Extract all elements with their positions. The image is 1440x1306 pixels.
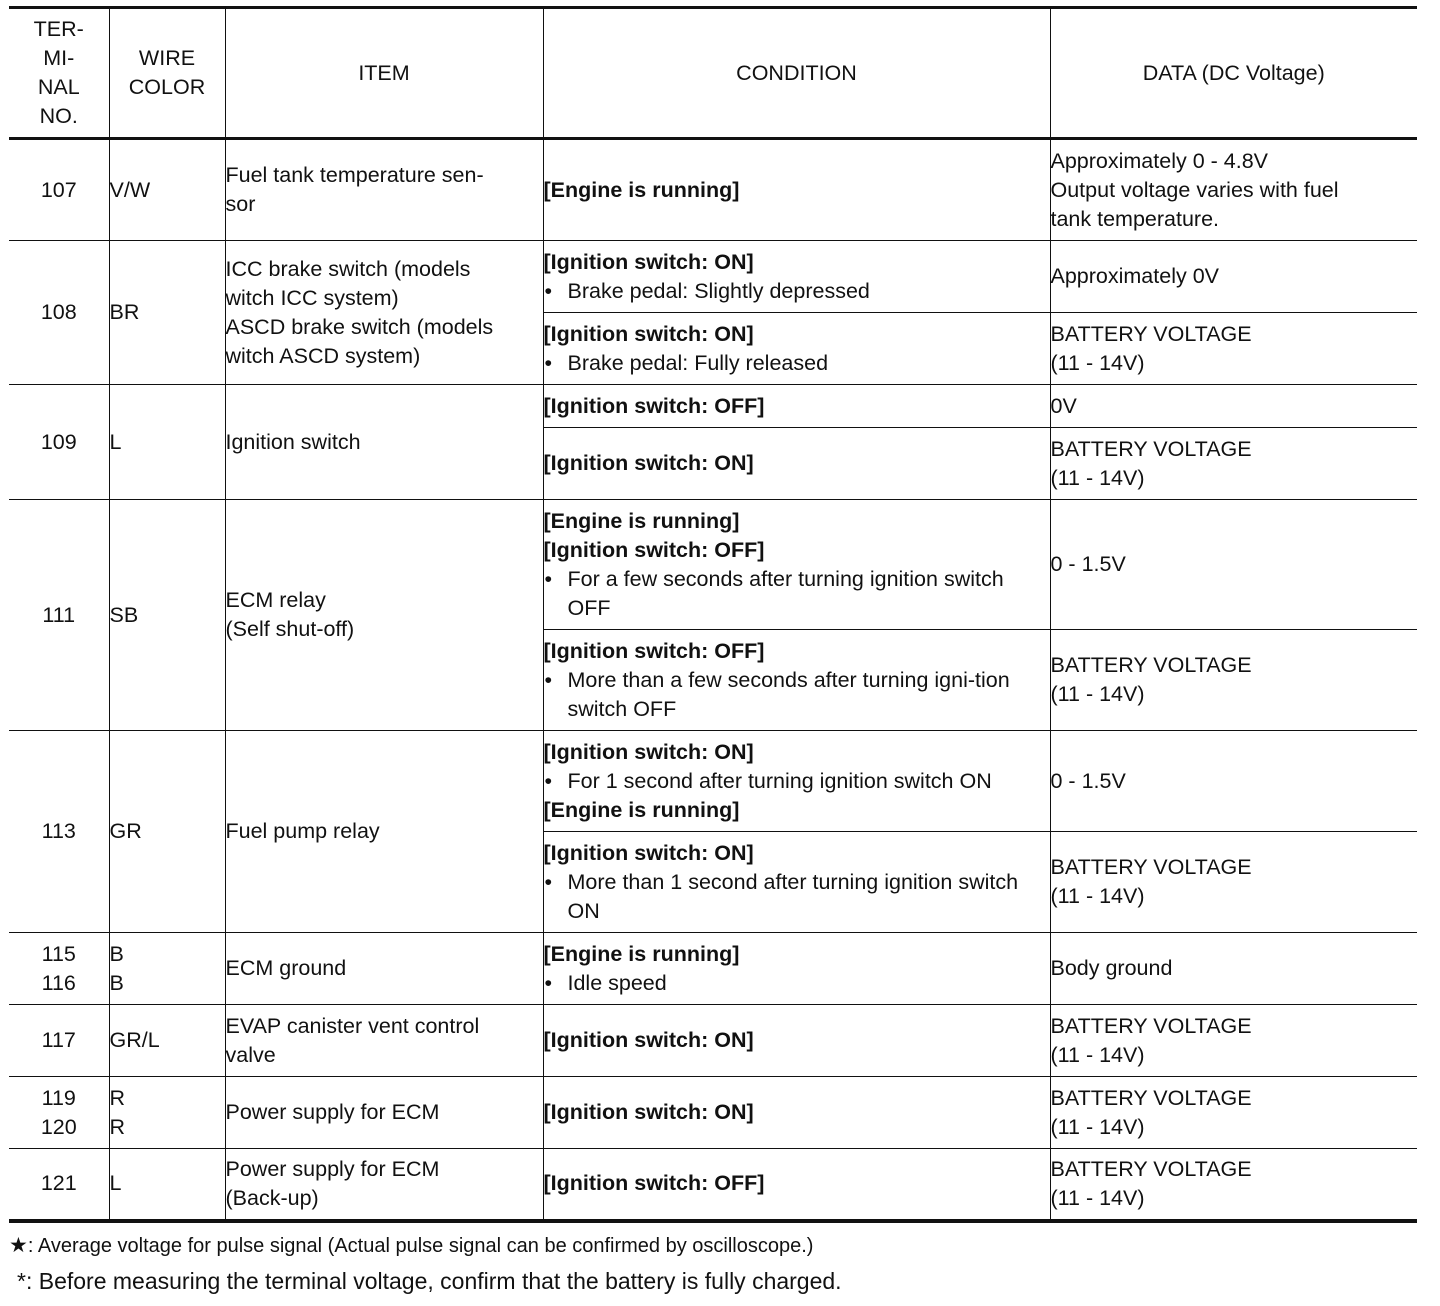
header-condition: CONDITION	[543, 8, 1050, 139]
data-value: BATTERY VOLTAGE	[1050, 855, 1252, 879]
condition-heading: [Ignition switch: ON]	[543, 1100, 754, 1124]
table-row	[9, 1149, 1417, 1221]
terminal-no-cell	[9, 1005, 109, 1077]
condition-bullet-text: Brake pedal: Fully released	[567, 350, 829, 375]
wire-color: L	[109, 429, 122, 454]
bullet-icon: •	[544, 970, 553, 995]
wire-color-cell	[109, 933, 225, 1005]
item-cell	[225, 1149, 543, 1221]
item-text: Fuel tank temperature sen-	[225, 163, 484, 187]
item-text: Fuel pump relay	[225, 819, 380, 843]
terminal-no: 117	[41, 1028, 76, 1052]
data-value: tank temperature.	[1050, 206, 1220, 231]
condition-cell	[543, 1077, 1050, 1149]
item-text: (Back-up)	[225, 1185, 319, 1210]
star-icon: ★	[9, 1234, 28, 1257]
wire-color-cell	[109, 500, 225, 731]
condition-bullet	[544, 767, 1050, 796]
item-text: witch ICC system)	[225, 285, 399, 310]
data-value: BATTERY VOLTAGE	[1050, 1156, 1252, 1181]
data-cell	[1050, 139, 1417, 241]
condition-cell	[543, 385, 1050, 428]
item-text: (Self shut-off)	[225, 617, 355, 641]
data-value: BATTERY VOLTAGE	[1050, 653, 1252, 677]
wire-color: B	[109, 941, 124, 966]
footnotes	[9, 1232, 1429, 1297]
condition-bullet	[544, 666, 1050, 724]
data-cell	[1050, 313, 1417, 385]
data-value: BATTERY VOLTAGE	[1050, 1085, 1252, 1110]
data-value: Output voltage varies with fuel	[1050, 177, 1339, 202]
data-cell	[1050, 1005, 1417, 1077]
bullet-icon: •	[544, 350, 553, 375]
terminal-no-cell	[9, 1077, 109, 1149]
wire-color: V/W	[109, 177, 151, 202]
condition-cell	[543, 1005, 1050, 1077]
terminal-no-cell	[9, 933, 109, 1005]
header-data: DATA (DC Voltage)	[1050, 8, 1417, 139]
terminal-no: 119	[41, 1085, 76, 1110]
bullet-icon: •	[544, 278, 553, 303]
condition-heading: [Engine is running]	[543, 508, 740, 533]
table-row	[9, 139, 1417, 241]
item-cell	[225, 500, 543, 731]
condition-heading: [Ignition switch: ON]	[543, 739, 754, 764]
wire-color: R	[109, 1085, 126, 1110]
data-cell	[1050, 630, 1417, 731]
condition-heading: [Ignition switch: OFF]	[543, 537, 765, 562]
condition-bullet	[544, 868, 1050, 926]
condition-heading: [Engine is running]	[543, 797, 740, 822]
wire-color: GR/L	[109, 1028, 160, 1052]
data-value: (11 - 14V)	[1050, 350, 1145, 375]
bullet-icon: •	[544, 768, 553, 793]
wire-color-cell	[109, 731, 225, 933]
terminal-no: 109	[40, 429, 77, 454]
item-cell	[225, 385, 543, 500]
condition-cell	[543, 139, 1050, 241]
condition-bullet	[544, 565, 1050, 623]
data-value: 0 - 1.5V	[1050, 768, 1126, 793]
data-cell	[1050, 731, 1417, 832]
wire-color: L	[109, 1171, 122, 1196]
header-terminal-no: TER- MI- NAL NO.	[9, 8, 109, 139]
condition-cell	[543, 832, 1050, 933]
wire-color-cell	[109, 1005, 225, 1077]
condition-bullet-text: More than 1 second after turning ignition switch ON	[567, 869, 1019, 923]
condition-cell	[543, 1149, 1050, 1221]
condition-bullet-text: For 1 second after turning ignition switch ON	[567, 768, 992, 793]
condition-cell	[543, 428, 1050, 500]
condition-cell	[543, 241, 1050, 313]
item-text: Power supply for ECM	[225, 1100, 440, 1124]
condition-bullet	[544, 277, 1050, 306]
condition-bullet	[544, 349, 1050, 378]
footnote-pulse-text: : Average voltage for pulse signal (Actual pulse signal can be confirmed by oscilloscope.)	[27, 1235, 814, 1257]
item-cell	[225, 139, 543, 241]
terminal-no: 116	[41, 970, 76, 995]
condition-cell	[543, 933, 1050, 1005]
item-text: EVAP canister vent control	[225, 1013, 480, 1038]
header-row	[9, 8, 1417, 139]
data-value: (11 - 14V)	[1050, 1114, 1145, 1139]
terminal-no: 107	[40, 177, 77, 202]
condition-cell	[543, 630, 1050, 731]
condition-heading: [Ignition switch: OFF]	[543, 638, 765, 663]
wire-color-cell	[109, 241, 225, 385]
terminal-no: 115	[41, 941, 76, 966]
data-value: Body ground	[1050, 956, 1173, 980]
item-text: witch ASCD system)	[225, 343, 421, 368]
data-value: 0V	[1050, 393, 1077, 418]
terminal-no-cell	[9, 385, 109, 500]
table-row	[9, 500, 1417, 630]
terminal-no-cell	[9, 1149, 109, 1221]
terminal-no: 111	[42, 602, 76, 627]
item-cell	[225, 731, 543, 933]
terminal-no-cell	[9, 241, 109, 385]
footnote-pulse-signal	[9, 1232, 1429, 1260]
data-cell	[1050, 500, 1417, 630]
table-header	[9, 8, 1417, 139]
data-value: (11 - 14V)	[1050, 465, 1145, 490]
condition-heading: [Ignition switch: ON]	[543, 249, 754, 274]
item-text: Power supply for ECM	[225, 1156, 440, 1181]
terminal-no-cell	[9, 500, 109, 731]
table-row	[9, 731, 1417, 832]
condition-bullet-text: For a few seconds after turning ignition switch OFF	[567, 566, 1004, 620]
item-text: valve	[225, 1042, 276, 1067]
table-row	[9, 1077, 1417, 1149]
data-cell	[1050, 832, 1417, 933]
data-value: (11 - 14V)	[1050, 1042, 1145, 1067]
item-text: ECM ground	[225, 956, 347, 980]
item-text: ASCD brake switch (models	[225, 314, 494, 339]
footnote-battery: *: Before measuring the terminal voltage, confirm that the battery is fully charged.	[17, 1268, 842, 1294]
condition-heading: [Engine is running]	[543, 177, 740, 202]
wire-color-cell	[109, 1149, 225, 1221]
wire-color-cell	[109, 1077, 225, 1149]
condition-cell	[543, 731, 1050, 832]
item-text: Ignition switch	[225, 429, 361, 454]
condition-heading: [Ignition switch: OFF]	[543, 393, 765, 418]
condition-heading: [Ignition switch: ON]	[543, 840, 754, 865]
data-value: BATTERY VOLTAGE	[1050, 436, 1252, 461]
item-cell	[225, 1077, 543, 1149]
condition-heading: [Ignition switch: OFF]	[543, 1171, 765, 1196]
data-value: BATTERY VOLTAGE	[1050, 321, 1252, 346]
wire-color: B	[109, 970, 124, 995]
terminal-no-cell	[9, 731, 109, 933]
item-cell	[225, 933, 543, 1005]
condition-heading: [Engine is running]	[543, 941, 740, 966]
wire-color: BR	[109, 300, 140, 324]
condition-bullet-text: More than a few seconds after turning igni-tion switch OFF	[567, 667, 1010, 721]
data-value: 0 - 1.5V	[1050, 552, 1126, 576]
condition-bullet	[544, 969, 1050, 998]
table-row	[9, 933, 1417, 1005]
table-row	[9, 241, 1417, 313]
data-cell	[1050, 428, 1417, 500]
item-cell	[225, 241, 543, 385]
condition-heading: [Ignition switch: ON]	[543, 321, 754, 346]
terminal-no-cell	[9, 139, 109, 241]
data-value: (11 - 14V)	[1050, 682, 1145, 706]
item-text: sor	[225, 192, 256, 216]
header-item: ITEM	[225, 8, 543, 139]
data-value: Approximately 0 - 4.8V	[1050, 148, 1268, 173]
item-text: ECM relay	[225, 588, 326, 612]
bullet-icon: •	[544, 566, 553, 591]
data-cell	[1050, 933, 1417, 1005]
table-row	[9, 1005, 1417, 1077]
data-cell	[1050, 385, 1417, 428]
data-cell	[1050, 1077, 1417, 1149]
condition-cell	[543, 313, 1050, 385]
condition-heading: [Ignition switch: ON]	[543, 1028, 754, 1052]
data-cell	[1050, 1149, 1417, 1221]
data-value: (11 - 14V)	[1050, 884, 1145, 908]
terminal-no: 121	[40, 1171, 77, 1196]
wire-color: GR	[109, 819, 142, 843]
wire-color-cell	[109, 139, 225, 241]
terminal-data-table	[9, 6, 1417, 1223]
bullet-icon: •	[544, 869, 553, 894]
terminal-no: 108	[40, 300, 77, 324]
header-wire-color: WIRE COLOR	[109, 8, 225, 139]
item-cell	[225, 1005, 543, 1077]
wire-color: R	[109, 1114, 126, 1139]
terminal-no: 120	[40, 1114, 77, 1139]
table-body	[9, 139, 1417, 1221]
bullet-icon: •	[544, 667, 553, 692]
data-value: (11 - 14V)	[1050, 1185, 1145, 1210]
condition-bullet-text: Idle speed	[567, 970, 667, 995]
condition-cell	[543, 500, 1050, 630]
condition-bullet-text: Brake pedal: Slightly depressed	[567, 278, 870, 303]
data-value: BATTERY VOLTAGE	[1050, 1013, 1252, 1038]
wire-color: SB	[109, 602, 139, 627]
data-value: Approximately 0V	[1050, 264, 1219, 288]
data-cell	[1050, 241, 1417, 313]
terminal-no: 113	[41, 819, 76, 843]
wire-color-cell	[109, 385, 225, 500]
item-text: ICC brake switch (models	[225, 256, 471, 281]
table-row	[9, 385, 1417, 428]
condition-heading: [Ignition switch: ON]	[543, 451, 754, 475]
